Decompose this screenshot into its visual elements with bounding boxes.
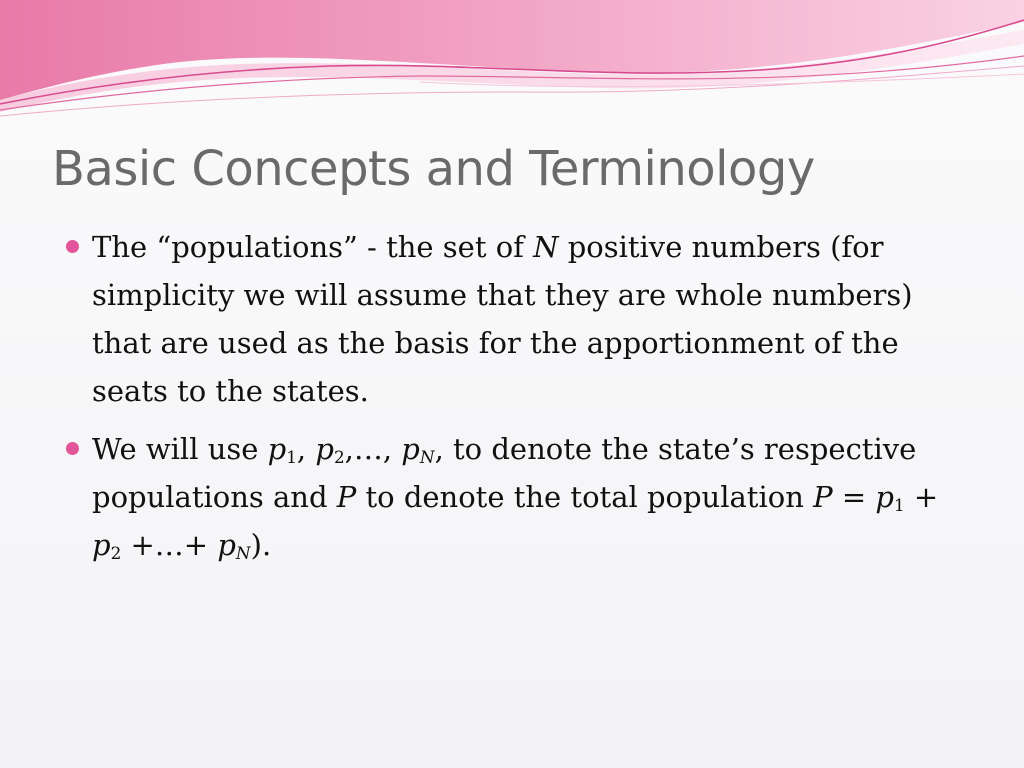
subscript-2: 2 bbox=[110, 543, 122, 564]
wave-band-main bbox=[0, 0, 1024, 100]
plus-sign: + bbox=[904, 480, 939, 514]
bullet-text: to denote the total population bbox=[356, 480, 814, 514]
bullet-text: We will use bbox=[92, 432, 268, 466]
subscript-N: N bbox=[235, 543, 251, 564]
bullet-text: The “populations” - the set of bbox=[92, 230, 534, 264]
variable-p: p bbox=[217, 528, 236, 562]
bullet-dot-icon bbox=[66, 240, 79, 253]
header-wave-decoration bbox=[0, 0, 1024, 120]
variable-p: p bbox=[401, 432, 420, 466]
variable-P: P bbox=[813, 480, 833, 514]
variable-p: p bbox=[267, 432, 287, 466]
variable-N: N bbox=[533, 230, 559, 264]
slide-title: Basic Concepts and Terminology bbox=[52, 141, 815, 197]
variable-p: p bbox=[875, 480, 894, 514]
subscript-N: N bbox=[419, 447, 435, 468]
bullet-item-notation bbox=[92, 425, 972, 569]
bullet-item-populations bbox=[92, 223, 972, 415]
ellipsis: ,…, bbox=[344, 432, 402, 466]
closing-paren: ). bbox=[250, 528, 272, 562]
equals-sign: = bbox=[832, 480, 876, 514]
variable-P: P bbox=[336, 480, 357, 514]
separator: , bbox=[296, 432, 316, 466]
bullet-list bbox=[92, 223, 972, 579]
subscript-1: 1 bbox=[893, 495, 905, 516]
subscript-2: 2 bbox=[333, 447, 345, 468]
bullet-dot-icon bbox=[66, 442, 79, 455]
bullet-text: , to denote the state’s respective populations and bbox=[92, 432, 917, 514]
plus-ellipsis: +…+ bbox=[121, 528, 218, 562]
variable-p: p bbox=[315, 432, 334, 466]
bullet-text: positive numbers (for simplicity we will assume that they are whole numbers) that are used as the basis for the apportionment of the seats to the states. bbox=[92, 230, 913, 408]
variable-p: p bbox=[92, 528, 111, 562]
subscript-1: 1 bbox=[286, 447, 297, 468]
